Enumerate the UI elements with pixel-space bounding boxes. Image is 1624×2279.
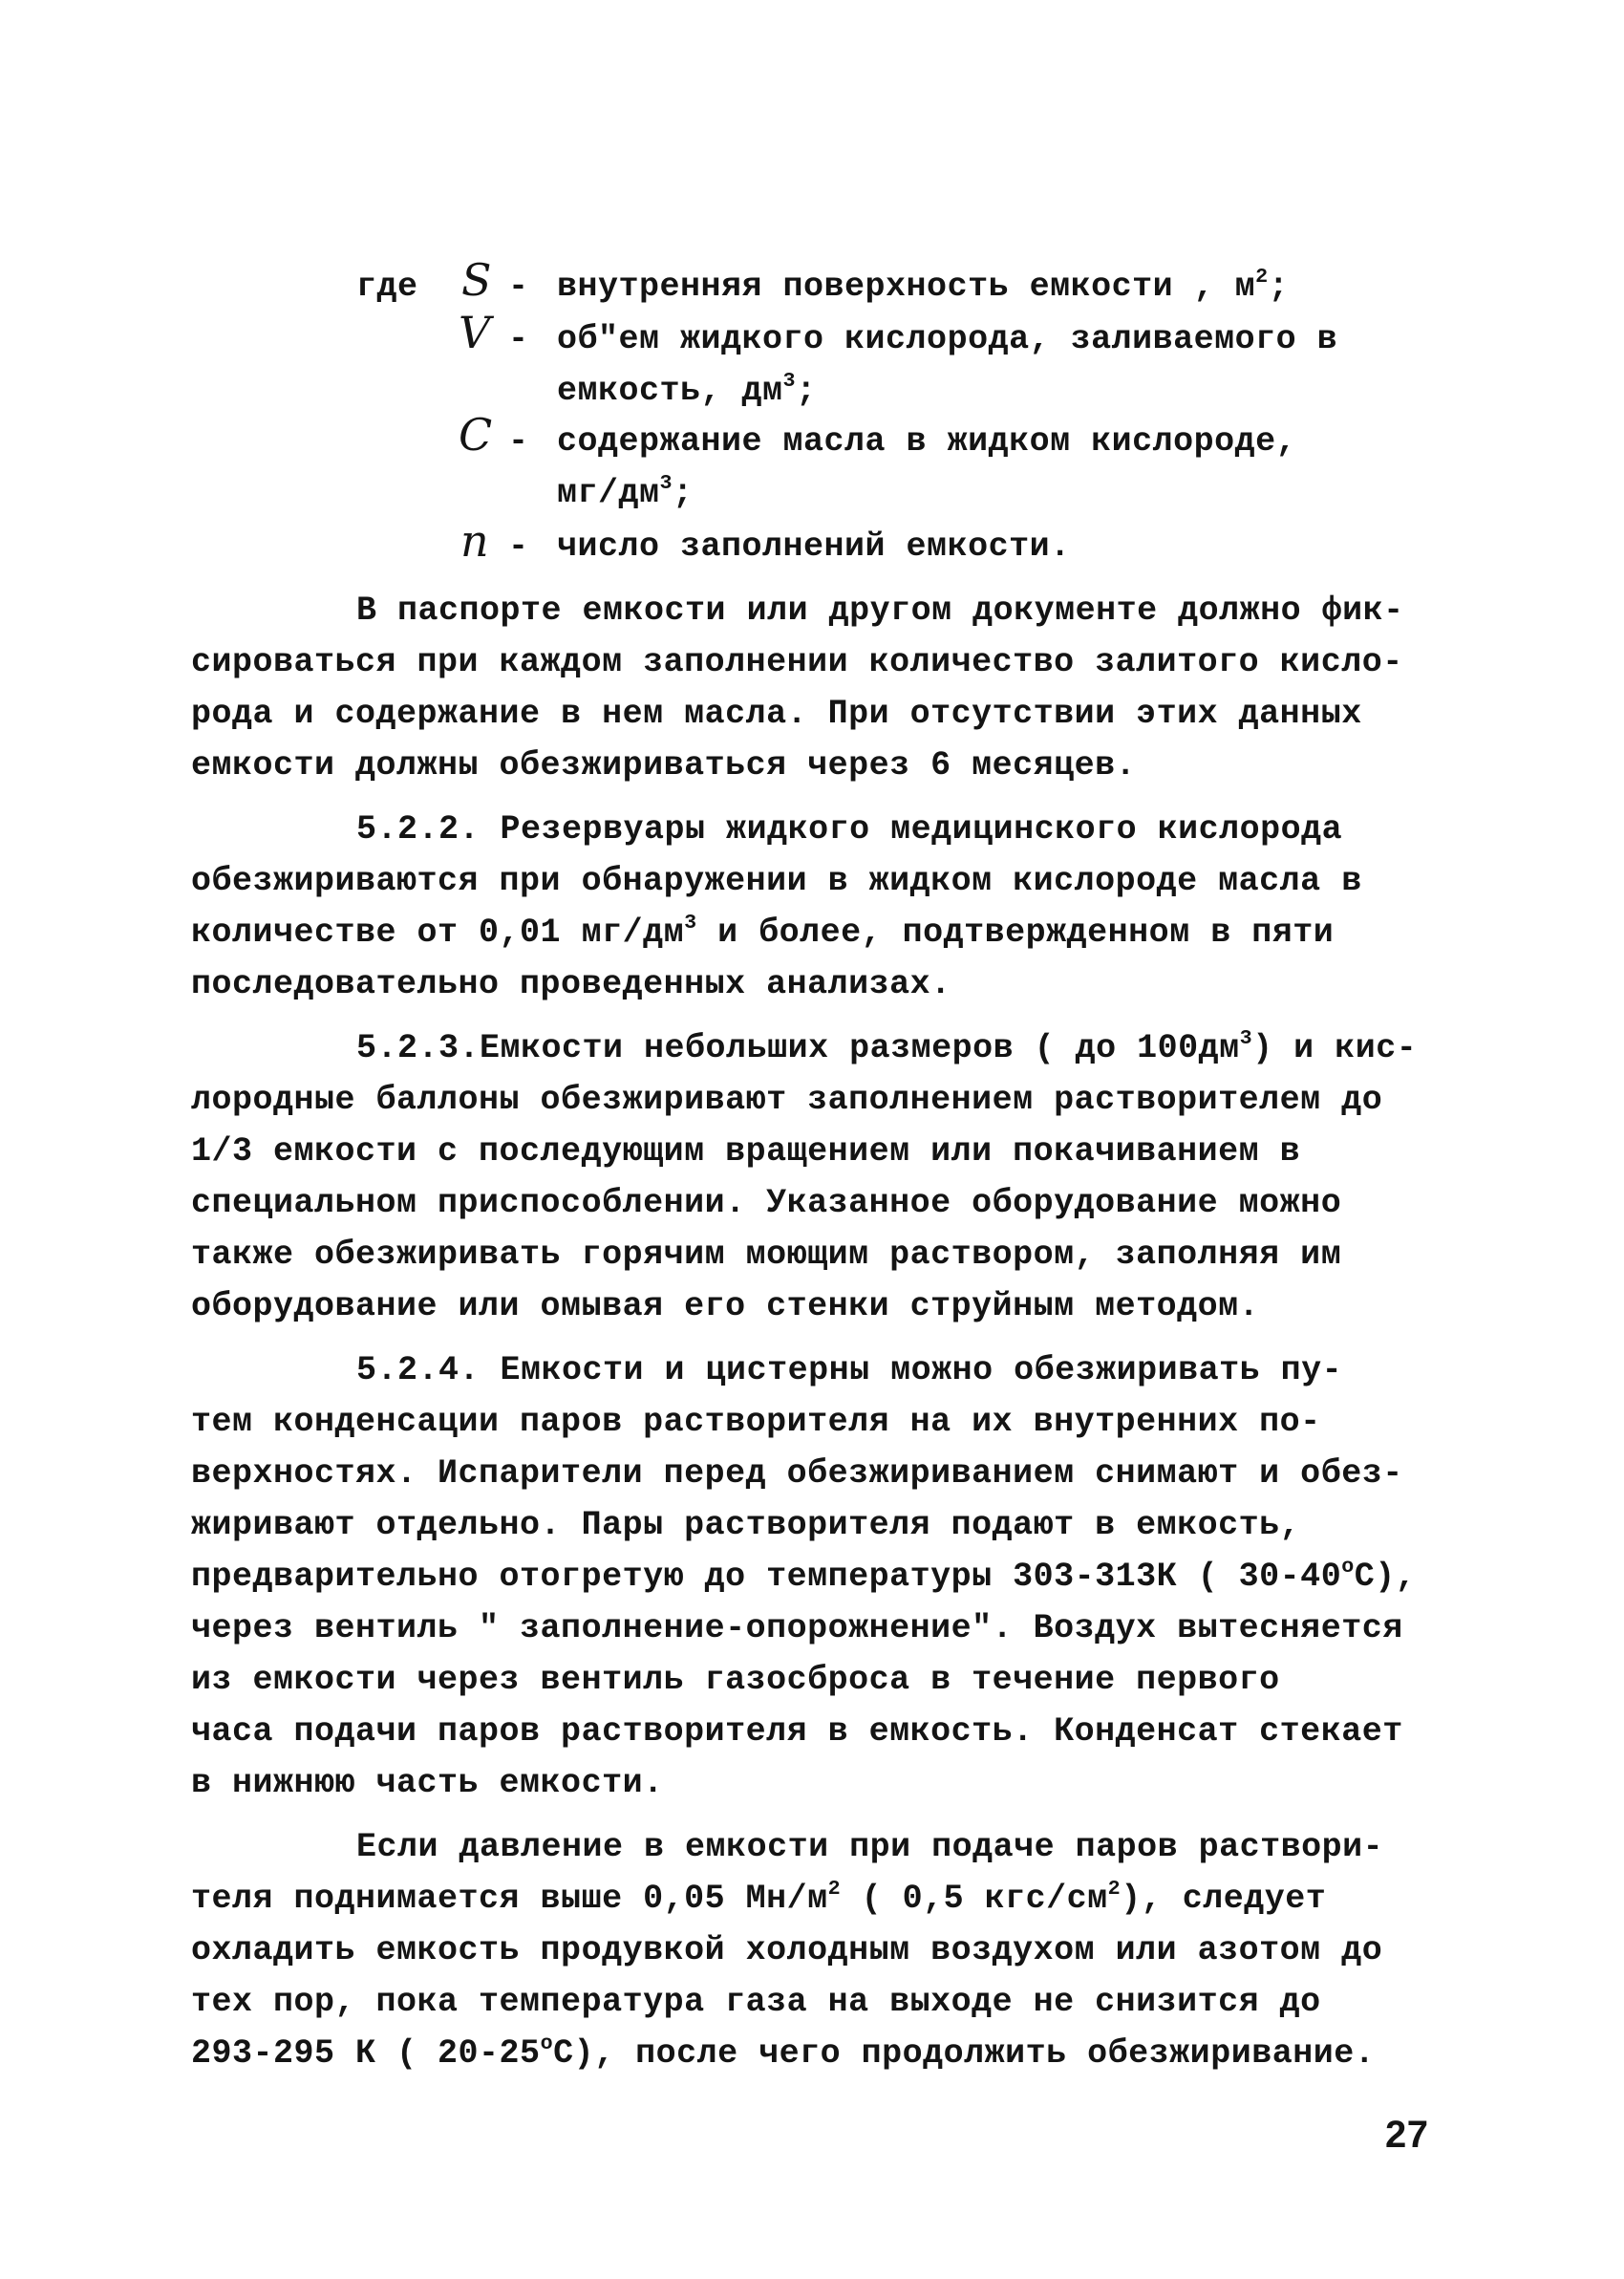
- paragraph-4-line-3: верхностях. Испарители перед обезжириванием снимают и обез-: [191, 1454, 1403, 1493]
- paragraph-1-line-2: сироваться при каждом заполнении количество залитого кисло-: [191, 643, 1403, 681]
- paragraph-3-line-3: 1/3 емкости с последующим вращением или покачиванием в: [191, 1132, 1301, 1171]
- paragraph-3-line-5: также обезжиривать горячим моющим раствором, заполняя им: [191, 1236, 1342, 1274]
- definition-v-text: об"ем жидкого кислорода, заливаемого в: [557, 320, 1338, 358]
- paragraph-4-line-6: через вентиль " заполнение-опорожнение". Воздух вытесняется: [191, 1609, 1403, 1647]
- paragraph-1-line-3: рода и содержание в нем масла. При отсутствии этих данных: [191, 695, 1362, 733]
- paragraph-1-line-1: В паспорте емкости или другом документе должно фик-: [356, 591, 1404, 630]
- paragraph-2-line-3: количестве от 0,01 $мг/дм^3$ и более, подтвержденном в пяти: [191, 911, 1335, 952]
- definition-dash: -: [508, 422, 529, 461]
- paragraph-4-line-7: из емкости через вентиль газосброса в течение первого: [191, 1661, 1280, 1699]
- symbol-s: S: [461, 254, 493, 306]
- where-label: где: [356, 268, 418, 306]
- paragraph-5-line-3: охладить емкость продувкой холодным воздухом или азотом до: [191, 1931, 1383, 1969]
- definition-c-text: содержание масла в жидком кислороде,: [557, 422, 1297, 461]
- paragraph-3-line-1: 5.2.3.Емкости небольших размеров ( до $100дм^3$) и кис-: [356, 1026, 1418, 1067]
- definition-dash: -: [508, 527, 529, 566]
- paragraph-1-line-4: емкости должны обезжириваться через 6 месяцев.: [191, 746, 1137, 785]
- paragraph-4-line-2: тем конденсации паров растворителя на их внутренних по-: [191, 1403, 1321, 1441]
- paragraph-5-line-5: 293-295 К ( $20-25^оС$), после чего продолжить обезжиривание.: [191, 2032, 1376, 2073]
- paragraph-2-line-2: обезжириваются при обнаружении в жидком кислороде масла в: [191, 862, 1362, 900]
- paragraph-4-line-4: жиривают отдельно. Пары растворителя подают в емкость,: [191, 1506, 1301, 1544]
- paragraph-4-line-5: предварительно отогретую до температуры 303-313К ( $30-40^оС$),: [191, 1555, 1417, 1596]
- symbol-c: C: [459, 409, 493, 461]
- definition-dash: -: [508, 320, 529, 358]
- paragraph-3-line-6: оборудование или омывая его стенки струйным методом.: [191, 1287, 1260, 1325]
- paragraph-5-line-4: тех пор, пока температура газа на выходе не снизится до: [191, 1983, 1321, 2021]
- paragraph-3-line-4: специальном приспособлении. Указанное оборудование можно: [191, 1184, 1342, 1222]
- paragraph-3-line-2: лородные баллоны обезжиривают заполнением растворителем до: [191, 1081, 1383, 1119]
- paragraph-5-line-2: теля поднимается выше 0,05 $Мн/м^2$ ( 0,5 кгс/$см^2$), следует: [191, 1877, 1327, 1918]
- paragraph-2-line-1: 5.2.2. Резервуары жидкого медицинского кислорода: [356, 810, 1343, 849]
- paragraph-4-line-9: в нижнюю часть емкости.: [191, 1764, 664, 1802]
- definition-v-text-2: емкость, $дм^3$;: [557, 369, 817, 410]
- page-number: 27: [1385, 2114, 1429, 2156]
- definition-c-text-2: $мг/дм^3$;: [557, 471, 694, 512]
- symbol-n: n: [460, 515, 490, 567]
- definition-dash: -: [508, 268, 529, 306]
- definition-s-text: внутренняя поверхность емкости , $м^2$;: [557, 265, 1290, 306]
- paragraph-5-line-1: Если давление в емкости при подаче паров раствори-: [356, 1828, 1384, 1866]
- symbol-v: V: [459, 307, 491, 358]
- paragraph-4-line-8: часа подачи паров растворителя в емкость. Конденсат стекает: [191, 1712, 1403, 1751]
- paragraph-2-line-4: последовательно проведенных анализах.: [191, 965, 951, 1003]
- definition-n-text: число заполнений емкости.: [557, 527, 1071, 566]
- paragraph-4-line-1: 5.2.4. Емкости и цистерны можно обезжиривать пу-: [356, 1351, 1343, 1389]
